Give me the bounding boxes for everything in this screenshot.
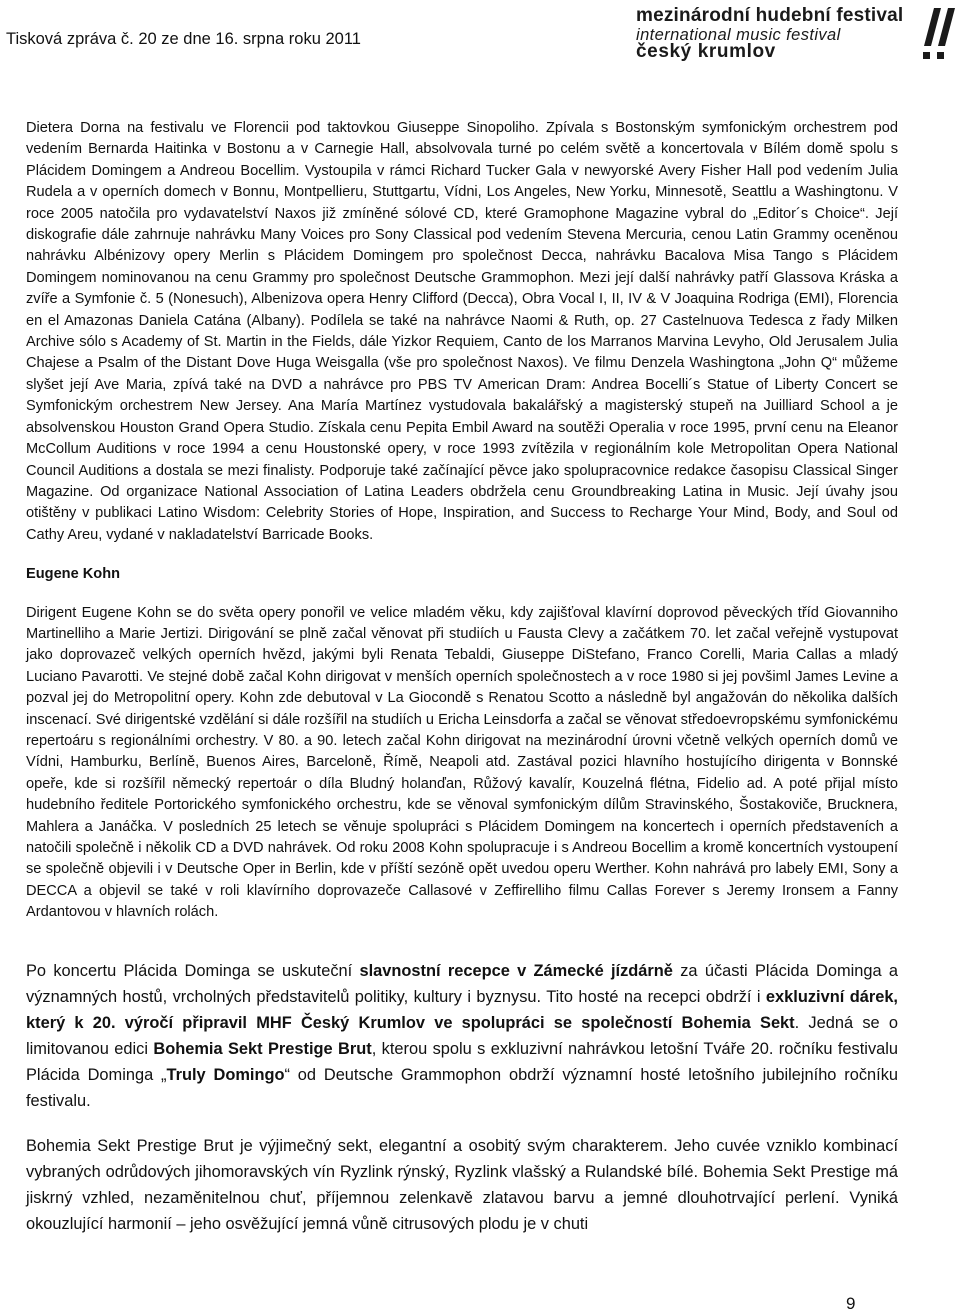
reception-text-5: “ od Deutsche Grammophon obdrží významní hosté letošního jubilejního ročníku festivalu. — [26, 1065, 899, 1110]
reception-text-2: za účasti Plácida Dominga a významných hostů, vrcholných představitelů politiky, kultury i byznysu. Tito hosté na recepci obdrží i — [26, 961, 899, 1006]
reception-bold-venue: slavnostní recepce v Zámecké jízdárně — [359, 961, 673, 980]
reception-bold-album: Truly Domingo — [166, 1065, 285, 1084]
heading-eugene-kohn: Eugene Kohn — [26, 566, 121, 583]
reception-bold-product: Bohemia Sekt Prestige Brut — [153, 1039, 372, 1058]
logo-line-city: český krumlov — [636, 41, 776, 62]
reception-text-1: Po koncertu Plácida Dominga se uskuteční — [26, 961, 360, 980]
reception-bold-gift: exkluzivní dárek, který k 20. výročí připravil MHF Český Krumlov ve spolupráci se společností Bohemia Sekt — [26, 987, 898, 1032]
document-body — [26, 118, 898, 1237]
logo-line-czech: mezinárodní hudební festival — [636, 5, 904, 26]
paragraph-bohemia-sekt: Bohemia Sekt Prestige Brut je výjimečný sekt, elegantní a osobitý svým charakterem. Jeho cuvée vzniklo kombinací vybraných odrůdových jihomoravských vín Ryzlink rýnský, Ryzlink vlašský a Rulandské bílé. Bohemia Sekt Prestige má jiskrný vzhled, nezaměnitelnou chuť, příjemnou zelenkavě zlatavou barvu a jemné dlouhotrvající perlení. Vyniká okouzlující harmonií – jeho osvěžující jemná vůně citrusových plodu je v chuti — [26, 1136, 898, 1233]
festival-logo — [636, 4, 960, 64]
paragraph-reception — [26, 958, 898, 1114]
press-release-title: Tisková zpráva č. 20 ze dne 16. srpna roku 2011 — [6, 30, 361, 48]
festival-slash-mark-icon — [920, 6, 956, 62]
page-number: 9 — [846, 1294, 856, 1313]
reception-text-4: , kterou spolu s exkluzivní nahrávkou letošní Tváře 20. ročníku festivalu Plácida Dominga „ — [26, 1039, 899, 1084]
paragraph-kohn: Dirigent Eugene Kohn se do světa opery ponořil ve velice mladém věku, kdy zajišťoval klavírní doprovod pěveckých tříd Giovanniho Martinelliho a Marie Jertizi. Dirigování se plně začal věnovat při studiích u Fausta Clevy a začátkem 70. let začal veřejně vystupovat jako doprovazeč velkých operních hvězd, jakými byli Renata Tebaldi, Giuseppe DiStefano, Franco Corelli, Maria Callas a mladý Luciano Pavarotti. Ve stejné době začal Kohn dirigovat v menších operních společnostech a v roce 1980 si jej povšiml James Levine a pozval jej do Metropolitní opery. Kohn zde debutoval v La Giocondě s Renatou Scotto a následně byl angažován do několika dalších inscenací. Své dirigentské vzdělání si dále rozšířil na studiích u Ericha Leinsdorfa a začal se věnovat středoevropskému symfonickému repertoáru s regionálními orchestry. V 80. a 90. letech začal Kohn dirigovat na mezinárodní úrovni včetně velkých operních domů ve Vídni, Hamburku, Berlíně, Buenos Aires, Barceloně, Římě, Neapoli atd. Zastával pozici hlavního hostujícího dirigenta v Bonnské opeře, kde si rozšířil německý repertoár o díla Bludný holanďan, Růžový kavalír, Kouzelná flétna, Fidelio ad. A poté přijal místo hudebního ředitele Portorického symfonického orchestru, kde se věnoval symfonickým dílům Stravinského, Šostakoviče, Brucknera, Mahlera a Janáčka. V posledních 25 letech se věnuje spolupráci s Plácidem Domingem na koncertech i operních představeních a natočili společně i několik CD a DVD nahrávek. Od roku 2008 Kohn spolupracuje i s Andreou Bocellim a kromě koncertních vystoupení se společně objevili i v Deutsche Oper in Berlin, kde v příští sezóně opět uvedou operu Werther. Kohn nahrává pro labely EMI, Sony a DECCA a objevil se také v roli klavírního doprovazeče Callasové v Zeffirelliho filmu Callas Forever s Jeremy Ironsem a Fanny Ardantovou v hlavních rolách. — [26, 604, 898, 921]
reception-text-3: . Jedná se o limitovanou edici — [26, 1013, 898, 1058]
paragraph-martinez: Dietera Dorna na festivalu ve Florencii pod taktovkou Giuseppe Sinopoliho. Zpívala s Bostonským symfonickým orchestrem pod vedením Bernarda Haitinka v Bostonu a v Carnegie Hall, absolvovala turné po celém světě a koncertovala v Bílém domě spolu s Plácidem Domingem a Andreou Bocellim. Vystoupila v rámci Richard Tucker Gala v newyorské Avery Fisher Hall pod vedením Julia Rudela a v operních domech v Bonnu, Montpellieru, Stuttgartu, Vídni, Los Angeles, New Yorku, Minnesotě, Seattlu a Washingtonu. V roce 2005 natočila pro vydavatelství Naxos již zmíněné sólové CD, které Gramophone Magazine vybral do „Editor´s Choice“. Její diskografie dále zahrnuje nahrávku Many Voices pro Sony Classical pod vedením Stevena Mercuria, cenou Latin Grammy oceněnou nahrávku Albénizovy opery Merlin s Plácidem Domingem pro společnost Decca, nahrávku Bacalova Misa Tango s Plácidem Domingem nominovanou na cenu Grammy pro společnost Deutsche Grammophon. Mezi její další nahrávky patří Glassova Kráska a zvíře a Symfonie č. 5 (Nonesuch), Albenizova opera Henry Clifford (Decca), Obra Vocal I, II, IV & V Joaquina Rodriga (EMI), Florencia en el Amazonas Daniela Catána (Albany). Podílela se také na nahrávce Naomi & Ruth, op. 27 Castelnuova Tedesca z řady Milken Archive sólo s Academy of St. Martin in the Fields, dále Yizkor Requiem, Canto de los Marranos Marvina Levyho, Old Jerusalem Julia Chajese a Psalm of the Distant Dove Huga Weisgalla (vše pro společnost Naxos). Ve filmu Denzela Washingtona „John Q“ můžeme slyšet její Ave Maria, zpívá také na DVD a nahrávce pro PBS TV American Dram: Andrea Bocelli´s Statue of Liberty Concert se Symfonickým orchestrem New Jersey. Ana María Martínez vystudovala bakalářský a magisterský stupeň na Juilliard School a je absolvenskou Houston Grand Opera Studio. Získala cenu Pepita Embil Award na soutěži Operalia v roce 1995, první cenu na Eleanor McCollum Auditions v roce 1994 a cenu Houstonské opery, v roce 1993 zvítězila v regionálním kole Metropolitan Opera National Council Auditions a dostala se mezi finalisty. Podporuje také začínající pěvce jako spolupracovnice redakce časopisu Classical Singer Magazine. Od organizace National Association of Latina Leaders obdržela cenu Groundbreaking Latina in Music. Její úvahy jsou otištěny v publikaci Latino Wisdom: Celebrity Stories of Hope, Inspiration, and Success to Recharge Your Mind, Body, and Soul od Cathy Areu, vydané v nakladatelství Barricade Books. — [26, 120, 898, 543]
page-header — [0, 0, 960, 66]
logo-line-english: international music festival — [636, 26, 841, 44]
